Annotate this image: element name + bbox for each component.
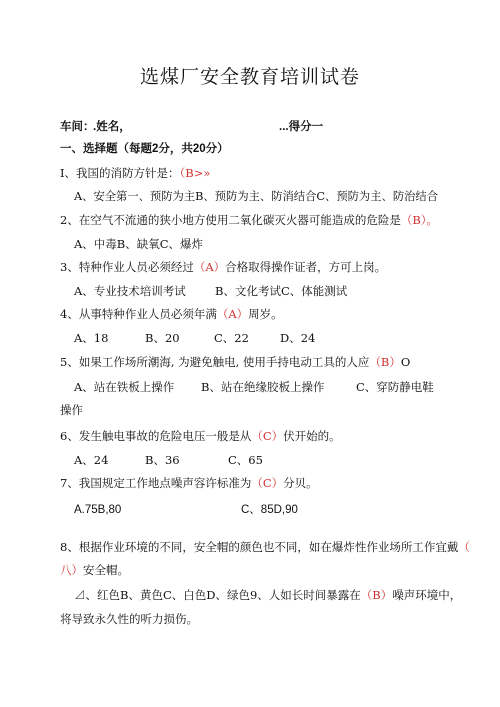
question-5-option-c: C、穿防静电鞋	[356, 380, 434, 394]
question-5-option-b: B、站在绝缘胶板上操作	[201, 380, 325, 394]
question-4	[60, 306, 283, 322]
question-4-option-d: D、24	[280, 331, 316, 345]
question-8-stem-end: 安全帽。	[83, 563, 129, 577]
question-7-stem-b: 分贝。	[283, 476, 318, 490]
question-6-option-b: B、36	[145, 453, 180, 467]
question-7-option-ab: A.75B,80	[74, 504, 122, 516]
question-9-answer: （B）	[360, 588, 393, 602]
question-5-option-a: A、站在铁板上操作	[74, 380, 175, 394]
name-label: .姓名，	[93, 121, 131, 133]
question-7-option-cd: C、85D,90	[241, 504, 298, 516]
question-4-stem-b: 周岁。	[248, 307, 283, 321]
question-8-answer-open: （	[458, 540, 470, 554]
question-6-stem-b: 伏开始的。	[283, 429, 341, 443]
question-4-option-c: C、22	[214, 331, 249, 345]
question-3-stem-b: 合格取得操作证者，方可上岗。	[225, 260, 387, 274]
question-2-answer: （B）。	[400, 213, 439, 227]
question-3	[60, 259, 386, 275]
workshop-label: 车间：	[60, 121, 95, 133]
question-3-option-a: A、专业技术培训考试	[74, 284, 186, 298]
question-2	[60, 212, 438, 228]
question-8-stem: 8、根据作业环境的不同，安全帽的颜色也不同，如在爆炸性作业场所工作宜戴	[60, 540, 459, 554]
question-6-answer: （C）	[251, 429, 284, 443]
question-3-stem-a: 3、特种作业人员必须经过	[60, 260, 194, 274]
question-5-stem-a: 5、如果工作场所潮海, 为避免触电, 使用手持电动工具的人应	[60, 355, 370, 369]
question-1-stem: I、我国的消防方针是：	[60, 166, 180, 180]
question-9-stem-b: 噪声环境中，	[392, 588, 462, 602]
question-5-option-c-cont: 操作	[60, 403, 83, 417]
question-1	[60, 165, 210, 181]
question-2-stem: 2、在空气不流通的狭小地方使用二氧化碳灭火器可能造成的危险是	[60, 213, 401, 227]
question-4-stem-a: 4、从事特种作业人员必须年满	[60, 307, 217, 321]
question-7	[60, 475, 318, 491]
question-1-answer: （B>»	[179, 166, 211, 180]
question-6	[60, 428, 341, 444]
exam-title: 选煤厂安全教育培训试卷	[139, 66, 360, 88]
question-5	[60, 354, 410, 370]
score-label: ...得分一	[279, 121, 324, 133]
question-6-option-a: A、24	[74, 453, 109, 467]
question-8-answer-close: 八）	[60, 563, 83, 577]
question-9	[74, 587, 461, 603]
question-4-option-a: A、18	[74, 331, 109, 345]
question-9-stem-c: 将导致永久性的听力损伤。	[60, 612, 198, 626]
question-4-option-b: B、20	[145, 331, 180, 345]
question-1-options: A、安全第一、预防为主B、预防为主、防消结合C、预防为主、防治结合	[74, 190, 439, 203]
question-5-stem-b: O	[400, 355, 411, 369]
question-7-stem-a: 7、我国规定工作地点噪声容许标准为	[60, 476, 252, 490]
question-2-options: A、中毒B、缺氧C、爆炸	[74, 237, 204, 251]
question-7-answer: （C）	[251, 476, 284, 490]
question-6-stem-a: 6、发生触电事故的危险电压一般是从	[60, 429, 252, 443]
section-heading: 一、选择题（每题2分，共20分）	[60, 143, 229, 155]
question-8-options-question-9-stem: ⊿、红色B、黄色C、白色D、绿色9、人如长时间暴露在	[74, 588, 361, 602]
question-6-option-c: C、65	[228, 453, 263, 467]
question-8	[60, 539, 470, 555]
question-3-answer: （A）	[193, 260, 226, 274]
question-5-answer: （B）	[369, 355, 401, 369]
question-3-option-bc: B、文化考试C、体能测试	[215, 284, 348, 298]
question-4-answer: （A）	[216, 307, 249, 321]
question-8-cont	[60, 562, 129, 578]
